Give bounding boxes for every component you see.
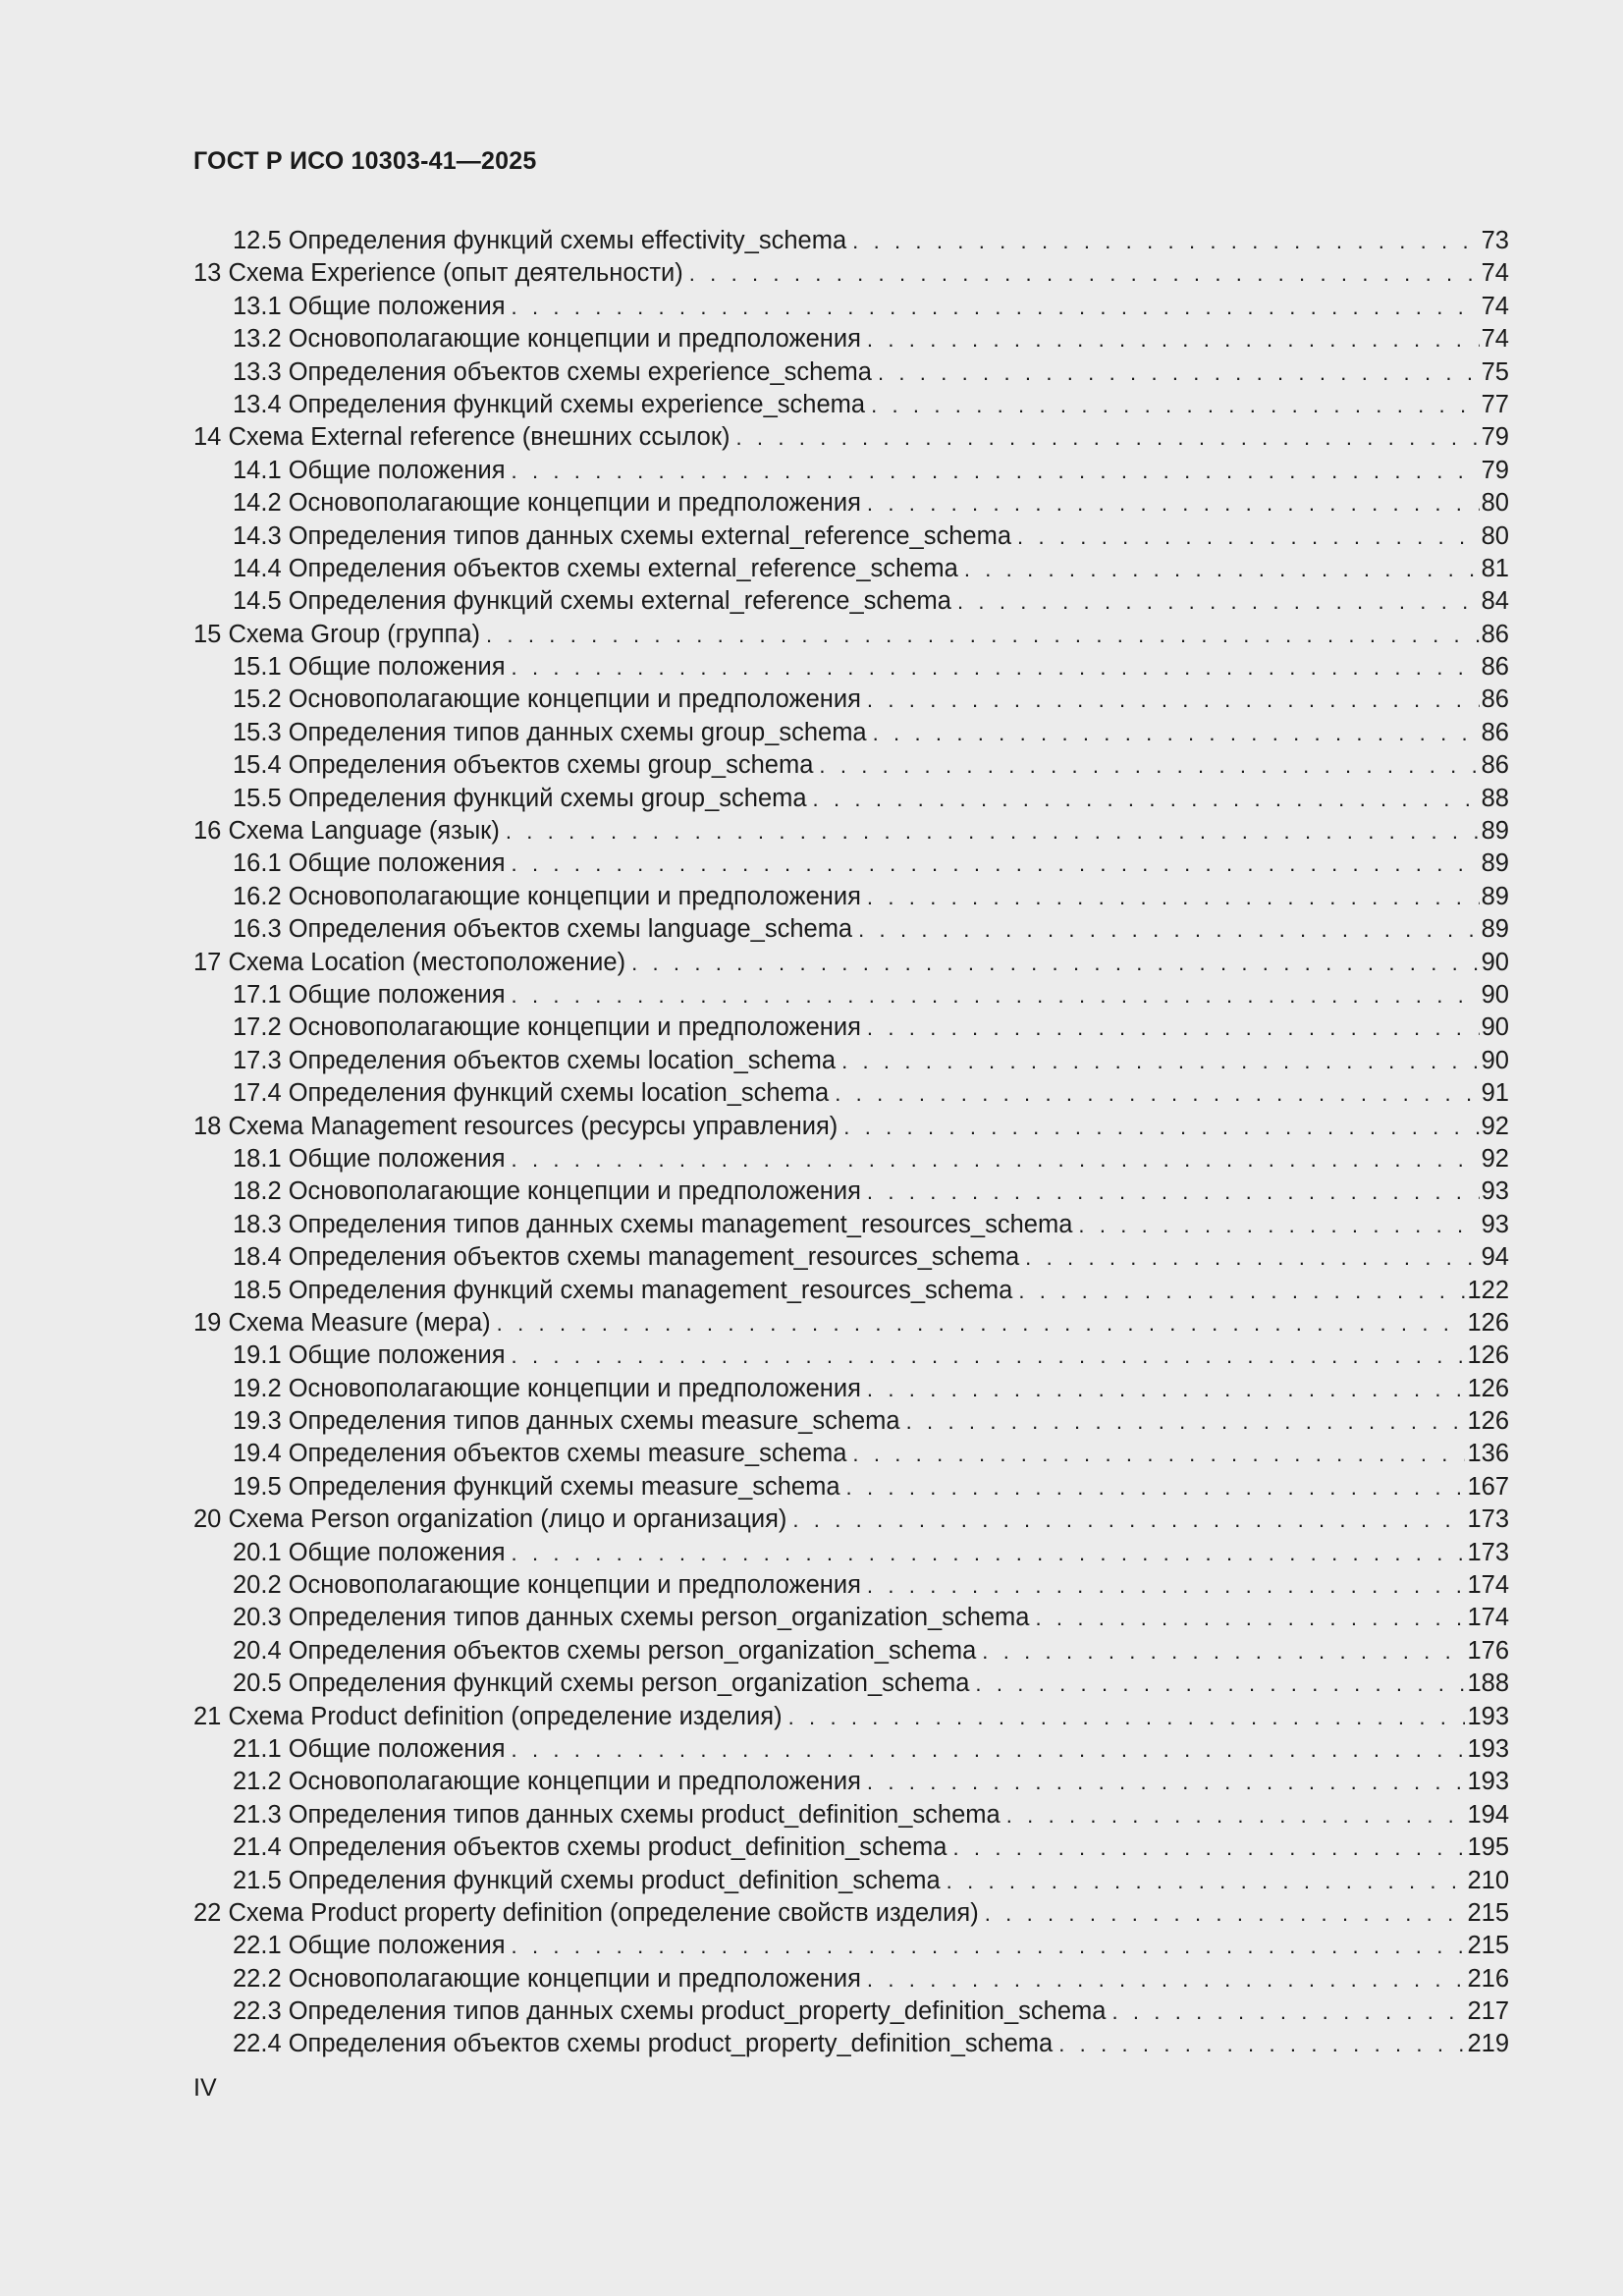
- toc-dot-leader: [871, 389, 1480, 421]
- toc-entry-title: 14.5 Определения функций схемы external_reference_schema: [233, 587, 951, 616]
- toc-entry-page: 136: [1467, 1440, 1509, 1468]
- toc-dot-leader: [964, 553, 1480, 585]
- toc-dot-leader: [512, 291, 1480, 323]
- toc-entry-page: 126: [1467, 1407, 1509, 1436]
- toc-entry[interactable]: [193, 421, 1509, 454]
- toc-entry-title: 18.2 Основополагающие концепции и предположения: [233, 1177, 861, 1206]
- toc-dot-leader: [512, 1537, 1466, 1569]
- toc-entry-title: 22.1 Общие положения: [233, 1932, 506, 1960]
- toc-entry-title: 14.4 Определения объектов схемы external_reference_schema: [233, 554, 958, 582]
- toc-dot-leader: [852, 1438, 1465, 1470]
- toc-dot-leader: [486, 619, 1480, 651]
- toc-entry-title: 21.5 Определения функций схемы product_definition_schema: [233, 1866, 941, 1894]
- toc-entry[interactable]: [193, 1930, 1509, 1962]
- toc-dot-leader: [792, 1503, 1465, 1536]
- toc-entry-page: 93: [1481, 1210, 1509, 1238]
- toc-dot-leader: [689, 257, 1480, 290]
- toc-entry-page: 89: [1481, 915, 1509, 944]
- toc-entry-title: 17 Схема Location (местоположение): [193, 948, 626, 976]
- toc-entry-title: 18.3 Определения типов данных схемы management_resources_schema: [233, 1210, 1073, 1238]
- toc-entry[interactable]: [193, 815, 1509, 847]
- toc-entry-page: 215: [1467, 1898, 1509, 1927]
- toc-entry-title: 13.1 Общие положения: [233, 292, 506, 320]
- toc-entry-title: 18.4 Определения объектов схемы management_resources_schema: [233, 1243, 1020, 1272]
- toc-entry[interactable]: [193, 1963, 1509, 1995]
- toc-entry-title: 14 Схема External reference (внешних ссылок): [193, 423, 730, 452]
- toc-dot-leader: [867, 1011, 1480, 1044]
- toc-entry-page: 93: [1481, 1177, 1509, 1206]
- toc-entry-title: 16.1 Общие положения: [233, 849, 506, 878]
- toc-entry-page: 90: [1481, 1013, 1509, 1042]
- toc-entry-page: 88: [1481, 784, 1509, 812]
- toc-entry[interactable]: [193, 1438, 1509, 1470]
- toc-entry-page: 89: [1481, 817, 1509, 846]
- toc-dot-leader: [947, 1865, 1466, 1897]
- toc-dot-leader: [906, 1405, 1466, 1438]
- toc-entry-page: 79: [1481, 423, 1509, 452]
- toc-entry[interactable]: [193, 1111, 1509, 1143]
- toc-entry[interactable]: [193, 520, 1509, 553]
- toc-entry[interactable]: [193, 783, 1509, 815]
- toc-entry-title: 13.2 Основополагающие концепции и предположения: [233, 325, 861, 354]
- toc-entry-page: 81: [1481, 554, 1509, 582]
- toc-dot-leader: [867, 323, 1480, 355]
- toc-entry[interactable]: [193, 1799, 1509, 1831]
- toc-entry-page: 92: [1481, 1144, 1509, 1173]
- toc-entry[interactable]: [193, 1635, 1509, 1667]
- toc-dot-leader: [512, 1930, 1466, 1962]
- toc-entry-title: 16 Схема Language (язык): [193, 817, 500, 846]
- toc-entry[interactable]: [193, 683, 1509, 716]
- toc-entry-page: 90: [1481, 1046, 1509, 1074]
- toc-dot-leader: [975, 1667, 1465, 1700]
- toc-entry[interactable]: [193, 1602, 1509, 1634]
- toc-dot-leader: [867, 1963, 1466, 1995]
- toc-entry-title: 21.1 Общие положения: [233, 1734, 506, 1763]
- toc-dot-leader: [985, 1897, 1466, 1930]
- toc-entry[interactable]: [193, 1766, 1509, 1798]
- toc-entry[interactable]: [193, 619, 1509, 651]
- toc-entry-page: 74: [1481, 292, 1509, 320]
- toc-entry-page: 215: [1467, 1932, 1509, 1960]
- toc-entry-title: 20.2 Основополагающие концепции и предположения: [233, 1571, 861, 1600]
- toc-entry[interactable]: [193, 1241, 1509, 1274]
- toc-entry[interactable]: [193, 979, 1509, 1011]
- toc-entry[interactable]: [193, 225, 1509, 257]
- toc-entry[interactable]: [193, 913, 1509, 946]
- toc-dot-leader: [841, 1045, 1480, 1077]
- toc-entry-title: 17.1 Общие положения: [233, 980, 506, 1009]
- toc-entry[interactable]: [193, 2028, 1509, 2060]
- toc-entry[interactable]: [193, 585, 1509, 618]
- toc-dot-leader: [1025, 1241, 1479, 1274]
- toc-entry-title: 22.2 Основополагающие концепции и предположения: [233, 1964, 861, 1993]
- toc-entry-title: 19.1 Общие положения: [233, 1341, 506, 1370]
- toc-entry-page: 73: [1481, 227, 1509, 254]
- toc-dot-leader: [1058, 2028, 1465, 2060]
- toc-entry-page: 74: [1481, 325, 1509, 354]
- toc-entry-page: 219: [1467, 2030, 1509, 2058]
- toc-entry-page: 188: [1467, 1669, 1509, 1698]
- toc-entry-title: 14.2 Основополагающие концепции и предположения: [233, 489, 861, 518]
- toc-entry-page: 195: [1467, 1833, 1509, 1862]
- toc-entry-title: 13.3 Определения объектов схемы experience_schema: [233, 357, 872, 386]
- toc-entry-title: 18.5 Определения функций схемы management_resources_schema: [233, 1276, 1013, 1304]
- toc-entry[interactable]: [193, 455, 1509, 487]
- toc-entry-title: 20.3 Определения типов данных схемы person_organization_schema: [233, 1604, 1030, 1632]
- toc-entry-title: 17.3 Определения объектов схемы location_schema: [233, 1046, 837, 1074]
- toc-entry-title: 21.3 Определения типов данных схемы product_definition_schema: [233, 1800, 1001, 1829]
- toc-dot-leader: [852, 225, 1479, 257]
- toc-dot-leader: [843, 1111, 1479, 1143]
- toc-entry-page: 86: [1481, 751, 1509, 780]
- table-of-contents: [193, 225, 1509, 2061]
- toc-entry-title: 14.3 Определения типов данных схемы external_reference_schema: [233, 521, 1012, 550]
- toc-entry-title: 18.1 Общие положения: [233, 1144, 506, 1173]
- toc-entry-page: 174: [1467, 1604, 1509, 1632]
- toc-entry-page: 86: [1481, 653, 1509, 682]
- toc-dot-leader: [497, 1307, 1466, 1339]
- toc-entry-page: 77: [1481, 390, 1509, 418]
- toc-entry-page: 74: [1481, 259, 1509, 288]
- toc-entry-page: 216: [1467, 1964, 1509, 1993]
- toc-entry[interactable]: [193, 1897, 1509, 1930]
- toc-dot-leader: [846, 1471, 1466, 1503]
- toc-entry[interactable]: [193, 1373, 1509, 1405]
- toc-entry-title: 15.4 Определения объектов схемы group_schema: [233, 751, 814, 780]
- toc-dot-leader: [1111, 1995, 1465, 2028]
- toc-entry-title: 13.4 Определения функций схемы experience_schema: [233, 390, 866, 418]
- toc-entry[interactable]: [193, 749, 1509, 782]
- toc-dot-leader: [1018, 1275, 1465, 1307]
- toc-entry-title: 20.1 Общие положения: [233, 1538, 506, 1566]
- toc-entry-title: 19.5 Определения функций схемы measure_schema: [233, 1472, 840, 1501]
- toc-entry-title: 16.3 Определения объектов схемы language_schema: [233, 915, 853, 944]
- toc-entry-page: 173: [1467, 1505, 1509, 1534]
- toc-entry[interactable]: [193, 1077, 1509, 1110]
- toc-entry[interactable]: [193, 1865, 1509, 1897]
- toc-entry-page: 79: [1481, 456, 1509, 484]
- toc-dot-leader: [512, 455, 1480, 487]
- toc-entry[interactable]: [193, 1339, 1509, 1372]
- toc-entry-title: 22.4 Определения объектов схемы product_property_definition_schema: [233, 2030, 1054, 2058]
- toc-entry[interactable]: [193, 1143, 1509, 1175]
- toc-entry-page: 126: [1467, 1308, 1509, 1337]
- toc-entry-page: 86: [1481, 685, 1509, 714]
- toc-entry[interactable]: [193, 553, 1509, 585]
- toc-entry-title: 21.2 Основополагающие концепции и предположения: [233, 1768, 861, 1796]
- toc-entry[interactable]: [193, 356, 1509, 389]
- toc-entry-page: 80: [1481, 489, 1509, 518]
- toc-entry-title: 22.3 Определения типов данных схемы product_property_definition_schema: [233, 1997, 1107, 2026]
- toc-entry-page: 176: [1467, 1636, 1509, 1665]
- toc-entry[interactable]: [193, 1209, 1509, 1241]
- toc-dot-leader: [867, 1766, 1466, 1798]
- toc-entry[interactable]: [193, 717, 1509, 749]
- toc-entry-title: 17.2 Основополагающие концепции и предположения: [233, 1013, 861, 1042]
- toc-entry-page: 217: [1467, 1997, 1509, 2026]
- toc-entry-title: 19.4 Определения объектов схемы measure_schema: [233, 1440, 847, 1468]
- toc-entry-page: 94: [1481, 1243, 1509, 1272]
- toc-dot-leader: [512, 1339, 1466, 1372]
- toc-entry-page: 210: [1467, 1866, 1509, 1894]
- toc-dot-leader: [1017, 520, 1480, 553]
- toc-entry-title: 16.2 Основополагающие концепции и предположения: [233, 882, 861, 910]
- page-number: IV: [193, 2074, 217, 2102]
- toc-entry-title: 21.4 Определения объектов схемы product_definition_schema: [233, 1833, 947, 1862]
- toc-entry-title: 20 Схема Person organization (лицо и организация): [193, 1505, 787, 1534]
- toc-entry[interactable]: [193, 1995, 1509, 2028]
- toc-entry-title: 13 Схема Experience (опыт деятельности): [193, 259, 683, 288]
- toc-entry[interactable]: [193, 847, 1509, 880]
- toc-entry-page: 126: [1467, 1374, 1509, 1402]
- toc-entry-page: 193: [1467, 1702, 1509, 1730]
- toc-dot-leader: [506, 815, 1480, 847]
- toc-dot-leader: [512, 1733, 1466, 1766]
- toc-dot-leader: [873, 717, 1480, 749]
- toc-entry-page: 89: [1481, 882, 1509, 910]
- toc-entry-title: 12.5 Определения функций схемы effectivity_schema: [233, 227, 847, 254]
- toc-entry-page: 173: [1467, 1538, 1509, 1566]
- toc-dot-leader: [867, 1569, 1466, 1602]
- toc-dot-leader: [867, 487, 1480, 519]
- toc-dot-leader: [858, 913, 1480, 946]
- toc-dot-leader: [736, 421, 1480, 454]
- toc-entry[interactable]: [193, 1503, 1509, 1536]
- toc-dot-leader: [867, 1175, 1480, 1208]
- toc-entry-page: 91: [1481, 1079, 1509, 1108]
- toc-dot-leader: [813, 783, 1480, 815]
- toc-entry[interactable]: [193, 1537, 1509, 1569]
- toc-entry-page: 122: [1467, 1276, 1509, 1304]
- toc-dot-leader: [835, 1077, 1479, 1110]
- toc-dot-leader: [512, 651, 1480, 683]
- toc-dot-leader: [982, 1635, 1465, 1667]
- toc-entry-title: 19.3 Определения типов данных схемы measure_schema: [233, 1407, 900, 1436]
- toc-dot-leader: [867, 881, 1480, 913]
- toc-entry[interactable]: [193, 1307, 1509, 1339]
- toc-dot-leader: [788, 1701, 1466, 1733]
- toc-entry[interactable]: [193, 1045, 1509, 1077]
- toc-entry-title: 15.1 Общие положения: [233, 653, 506, 682]
- toc-entry-title: 21 Схема Product definition (определение изделия): [193, 1702, 783, 1730]
- toc-entry[interactable]: [193, 487, 1509, 519]
- toc-dot-leader: [878, 356, 1480, 389]
- toc-entry-page: 86: [1481, 620, 1509, 648]
- toc-entry-title: 15.3 Определения типов данных схемы group_schema: [233, 718, 867, 746]
- toc-entry-page: 75: [1481, 357, 1509, 386]
- toc-entry[interactable]: [193, 1471, 1509, 1503]
- toc-dot-leader: [867, 1373, 1466, 1405]
- toc-entry-title: 22 Схема Product property definition (определение свойств изделия): [193, 1898, 979, 1927]
- toc-dot-leader: [1078, 1209, 1479, 1241]
- toc-dot-leader: [953, 1831, 1466, 1864]
- toc-dot-leader: [957, 585, 1480, 618]
- toc-dot-leader: [1006, 1799, 1466, 1831]
- toc-entry[interactable]: [193, 1701, 1509, 1733]
- toc-entry[interactable]: [193, 1175, 1509, 1208]
- toc-entry[interactable]: [193, 1569, 1509, 1602]
- toc-entry[interactable]: [193, 1733, 1509, 1766]
- toc-dot-leader: [1035, 1602, 1465, 1634]
- toc-entry[interactable]: [193, 323, 1509, 355]
- toc-entry-title: 18 Схема Management resources (ресурсы управления): [193, 1112, 839, 1140]
- toc-entry-page: 92: [1481, 1112, 1509, 1140]
- toc-entry-title: 20.5 Определения функций схемы person_organization_schema: [233, 1669, 970, 1698]
- toc-entry-title: 19.2 Основополагающие концепции и предположения: [233, 1374, 861, 1402]
- toc-dot-leader: [819, 749, 1479, 782]
- toc-entry[interactable]: [193, 881, 1509, 913]
- toc-dot-leader: [512, 979, 1480, 1011]
- toc-entry[interactable]: [193, 1405, 1509, 1438]
- toc-entry-title: 17.4 Определения функций схемы location_schema: [233, 1079, 830, 1108]
- toc-entry[interactable]: [193, 651, 1509, 683]
- toc-entry[interactable]: [193, 257, 1509, 290]
- toc-entry[interactable]: [193, 1011, 1509, 1044]
- toc-entry-title: 15.2 Основополагающие концепции и предположения: [233, 685, 861, 714]
- toc-entry-page: 126: [1467, 1341, 1509, 1370]
- toc-entry[interactable]: [193, 1831, 1509, 1864]
- toc-entry-page: 193: [1467, 1768, 1509, 1796]
- toc-entry-page: 193: [1467, 1734, 1509, 1763]
- toc-entry-title: 15.5 Определения функций схемы group_schema: [233, 784, 807, 812]
- toc-dot-leader: [867, 683, 1480, 716]
- toc-entry-page: 80: [1481, 521, 1509, 550]
- toc-entry-page: 167: [1467, 1472, 1509, 1501]
- toc-entry-title: 20.4 Определения объектов схемы person_organization_schema: [233, 1636, 977, 1665]
- toc-entry-page: 194: [1467, 1800, 1509, 1829]
- toc-entry-page: 90: [1481, 980, 1509, 1009]
- toc-entry-page: 84: [1481, 587, 1509, 616]
- toc-entry[interactable]: [193, 291, 1509, 323]
- toc-entry[interactable]: [193, 389, 1509, 421]
- toc-entry[interactable]: [193, 947, 1509, 979]
- toc-entry-page: 90: [1481, 948, 1509, 976]
- toc-dot-leader: [512, 847, 1480, 880]
- toc-entry[interactable]: [193, 1667, 1509, 1700]
- toc-entry-page: 174: [1467, 1571, 1509, 1600]
- toc-dot-leader: [512, 1143, 1480, 1175]
- toc-entry-title: 19 Схема Measure (мера): [193, 1308, 491, 1337]
- document-header: ГОСТ Р ИСО 10303-41—2025: [193, 147, 537, 175]
- toc-entry[interactable]: [193, 1275, 1509, 1307]
- toc-entry-title: 15 Схема Group (группа): [193, 620, 480, 648]
- toc-dot-leader: [631, 947, 1480, 979]
- toc-entry-page: 86: [1481, 718, 1509, 746]
- toc-entry-page: 89: [1481, 849, 1509, 878]
- toc-entry-title: 14.1 Общие положения: [233, 456, 506, 484]
